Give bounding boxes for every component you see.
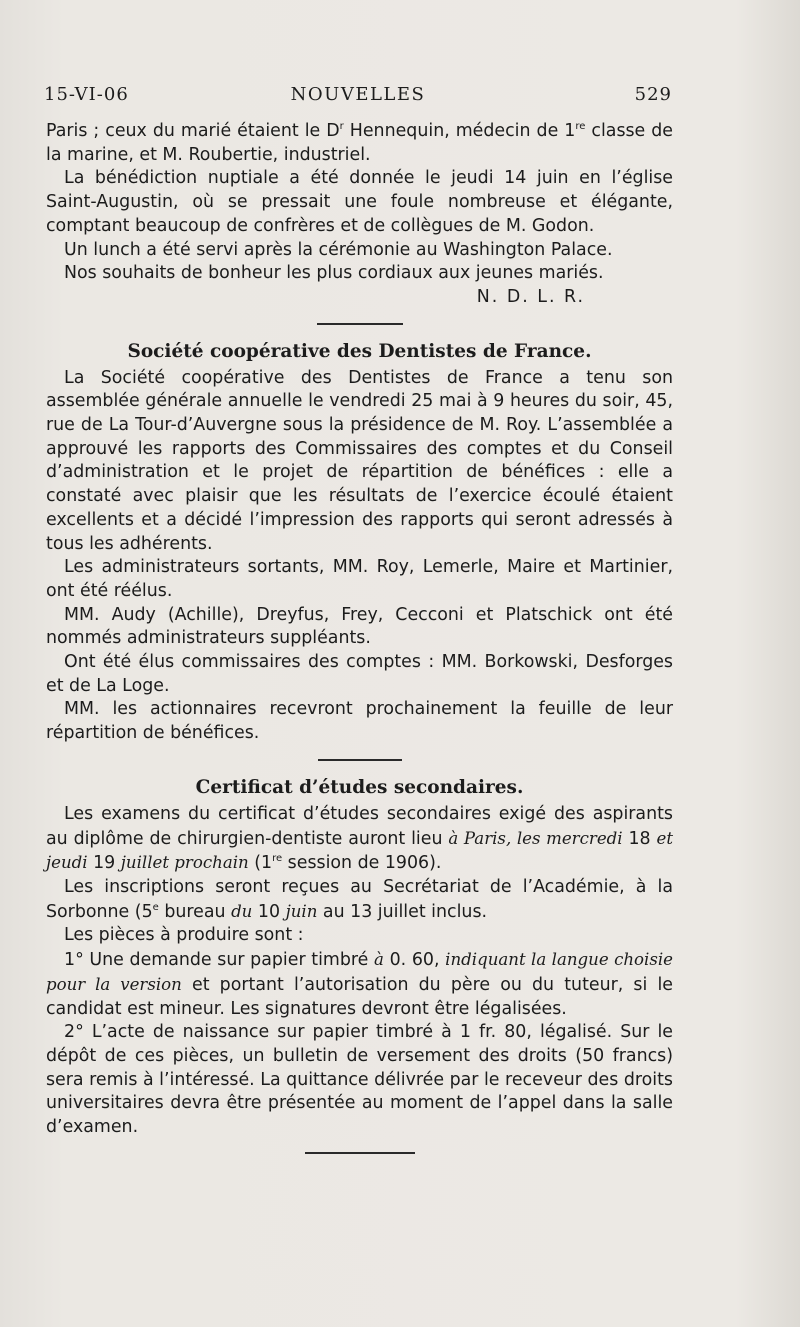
- text-run: classe de la marine, et M. Roubertie, industriel.: [46, 121, 673, 165]
- certificat-paragraph-5: 2° L’acte de naissance sur papier timbré à 1 fr. 80, légalisé. Sur le dépôt de ces pièces, un bulletin de versement des droits (50 francs) sera remis à l’intéressé. La quittance délivrée par le receveur des droits universitaires devra être présentée au moment de l’appel dans la salle d’examen.: [46, 1022, 673, 1138]
- text-run: Les inscriptions seront reçues au Secrétariat de l’Académie, à la Sorbonne (5: [46, 876, 673, 922]
- section-divider: [305, 1152, 415, 1154]
- text-run: 0. 60,: [383, 950, 446, 971]
- text-run: 18: [622, 828, 657, 849]
- certificat-paragraph-1: [46, 803, 673, 876]
- italic-run: indiquant la langue choisie pour la version: [46, 950, 673, 994]
- wedding-paragraph-2: La bénédiction nuptiale a été donnée le jeudi 14 juin en l’église Saint-Augustin, où se pressait une foule nombreuse et élégante, comptant beaucoup de confrères et de collègues de M. Godon.: [46, 168, 673, 236]
- text-run: 10: [252, 901, 286, 922]
- italic-run: et jeudi: [46, 828, 673, 873]
- certificat-paragraph-3: Les pièces à produire sont :: [64, 925, 304, 946]
- text-run: 19: [87, 853, 121, 874]
- header-title: NOUVELLES: [290, 84, 426, 105]
- cooperative-paragraph-5: MM. les actionnaires recevront prochainement la feuille de leur répartition de bénéfices.: [46, 699, 673, 744]
- section-divider: [317, 323, 403, 325]
- superscript: r: [339, 121, 344, 133]
- text-run: et portant l’autorisation du père ou du tuteur, si le candidat est mineur. Les signatures devront être légalisées.: [46, 974, 674, 1019]
- certificat-paragraph-2: [46, 876, 673, 924]
- wedding-paragraph-4: Nos souhaits de bonheur les plus cordiaux aux jeunes mariés.: [64, 263, 604, 284]
- italic-run: juin: [285, 901, 318, 921]
- text-run: au 13 juillet inclus.: [317, 901, 488, 922]
- section-title-certificat: Certificat d’études secondaires.: [195, 776, 524, 798]
- italic-run: juillet prochain: [120, 853, 249, 873]
- text-run: (1: [248, 853, 273, 874]
- superscript: e: [152, 901, 159, 913]
- text-run: bureau: [158, 901, 232, 922]
- cooperative-paragraph-3: MM. Audy (Achille), Dreyfus, Frey, Cecconi et Platschick ont été nommés administrateurs suppléants.: [46, 604, 673, 649]
- italic-run: à Paris, les mercredi: [448, 828, 623, 848]
- text-run: Hennequin, médecin de 1: [343, 121, 576, 141]
- superscript: re: [272, 853, 283, 865]
- text-run: session de 1906).: [282, 853, 442, 874]
- wedding-paragraph-1: [46, 120, 673, 167]
- italic-run: à: [374, 950, 384, 970]
- cooperative-paragraph-1: La Société coopérative des Dentistes de France a tenu son assemblée générale annuelle le vendredi 25 mai à 9 heures du soir, 45, rue de La Tour-d’Auvergne sous la présidence de M. Roy. L’assemblée a approuvé les rapports des Commissaires des comptes et du Conseil d’administration et le projet de répartition de bénéfices : elle a constaté avec plaisir que les résultats de l’exercice écoulé étaient excellents et a décidé l’impression des rapports qui seront adressés à tous les adhérents.: [46, 367, 673, 554]
- page-number: 529: [634, 84, 672, 105]
- section-divider: [318, 759, 402, 761]
- signature: N. D. L. R.: [476, 286, 585, 307]
- cooperative-paragraph-4: Ont été élus commissaires des comptes : MM. Borkowski, Desforges et de La Loge.: [46, 652, 673, 696]
- header-date: 15-VI-06: [44, 84, 129, 105]
- cooperative-paragraph-2: Les administrateurs sortants, MM. Roy, Lemerle, Maire et Martinier, ont été réélus.: [46, 557, 673, 601]
- certificat-paragraph-4: [46, 948, 673, 1021]
- text-run: Les examens du certificat d’études secondaires exigé des aspirants au diplôme de chirurgien-dentiste auront lieu: [46, 803, 673, 849]
- text-run: Paris ; ceux du marié étaient le D: [46, 121, 340, 141]
- wedding-paragraph-3: Un lunch a été servi après la cérémonie au Washington Palace.: [64, 239, 613, 260]
- page-body: [46, 120, 673, 1154]
- section-title-cooperative: Société coopérative des Dentistes de France.: [127, 340, 592, 362]
- italic-run: du: [231, 901, 253, 921]
- running-header: [44, 84, 672, 114]
- superscript: re: [575, 121, 586, 133]
- text-run: 1° Une demande sur papier timbré: [64, 950, 375, 971]
